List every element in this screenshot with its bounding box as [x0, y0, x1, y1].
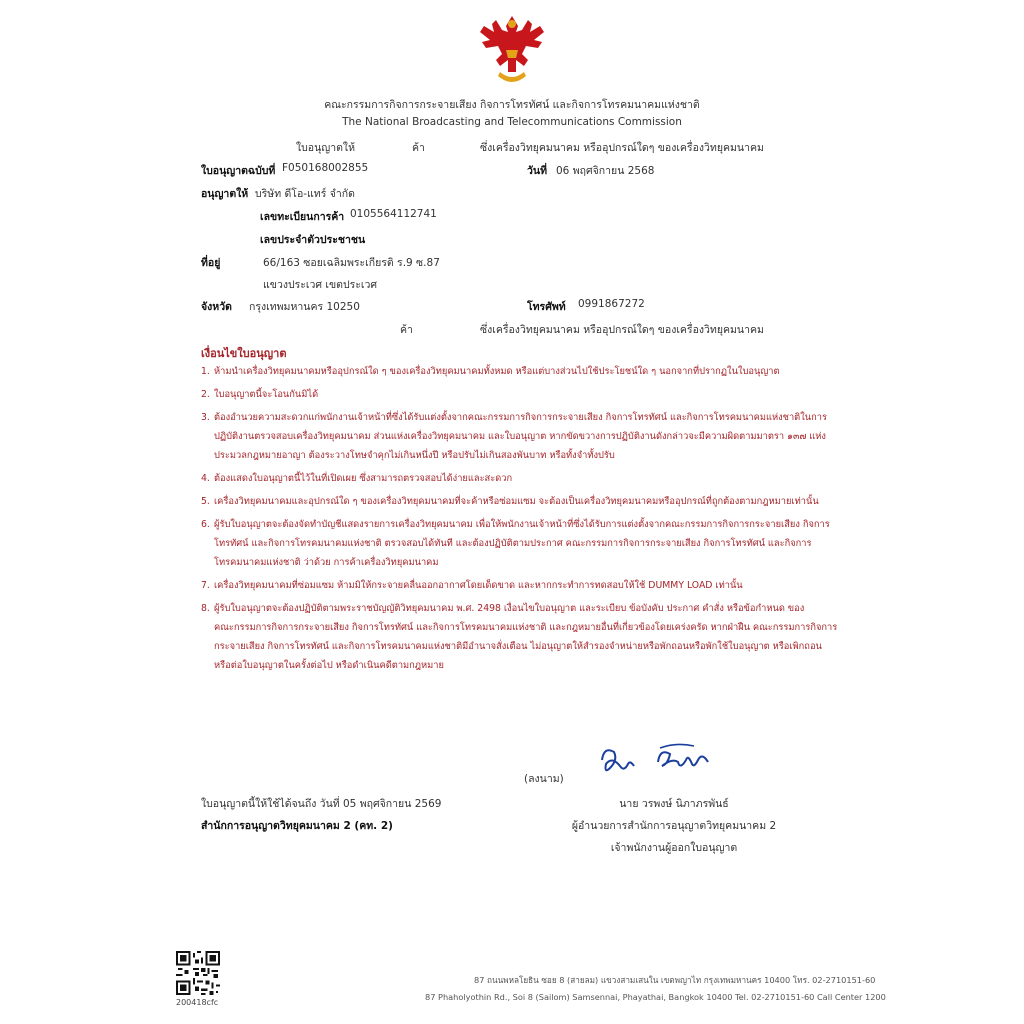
condition-text-line: หรือต่อใบอนุญาตในครั้งต่อไป หรือดำเนินคดีตามกฎหมาย	[214, 660, 444, 671]
condition-number: 4.	[201, 473, 210, 484]
condition-text-line: ผู้รับใบอนุญาตจะต้องจัดทำบัญชีแสดงรายการเครื่องวิทยุคมนาคม เพื่อให้พนักงานเจ้าหน้าที่ซึ่งได้รับการแต่งตั้งจากคณะกรรมการกิจการกระจายเสียง กิจการ	[214, 519, 830, 530]
issuing-office: สำนักการอนุญาตวิทยุคมนาคม 2 (คท. 2)	[201, 820, 393, 832]
condition-text-line: โทรคมนาคมแห่งชาติ ว่าด้วย การค้าเครื่องวิทยุคมนาคม	[214, 557, 439, 568]
phone-value: 0991867272	[578, 298, 645, 310]
province-value: กรุงเทพมหานคร 10250	[249, 301, 360, 313]
phone-label: โทรศัพท์	[527, 301, 566, 313]
condition-text-line: ต้องแสดงใบอนุญาตนี้ไว้ในที่เปิดเผย ซึ่งสามารถตรวจสอบได้ง่ายและสะดวก	[214, 473, 513, 484]
license-type-value: ค้า	[412, 142, 425, 154]
condition-text-line: ผู้รับใบอนุญาตจะต้องปฏิบัติตามพระราชบัญญัติวิทยุคมนาคม พ.ศ. 2498 เงื่อนไขใบอนุญาต และระเบียบ ข้อบังคับ ประกาศ คำสั่ง หรือข้อกำหนด ของ	[214, 603, 805, 614]
garuda-emblem-icon	[472, 10, 552, 90]
condition-text-line: ประมวลกฎหมายอาญา ต้องระวางโทษจำคุกไม่เกินหนึ่งปี หรือปรับไม่เกินสองพันบาท หรือทั้งจำทั้งปรับ	[214, 450, 615, 461]
condition-number: 8.	[201, 603, 210, 614]
qr-caption: 200418cfc	[176, 998, 219, 1007]
agency-name-en: The National Broadcasting and Telecommunications Commission	[342, 116, 682, 128]
condition-text-line: กระจายเสียง กิจการโทรทัศน์ และกิจการโทรคมนาคมแห่งชาติมีอำนาจสั่งเตือน ไม่อนุญาตให้สำรองจำหน่ายหรือพักถอนหรือพักใช้ใบอนุญาต หรือเพิกถอน	[214, 641, 822, 652]
sign-label: (ลงนาม)	[524, 773, 564, 785]
signer-name: นาย วรพงษ์ นิภาภรพันธ์	[619, 798, 729, 810]
signer-role: เจ้าพนักงานผู้ออกใบอนุญาต	[610, 842, 738, 854]
condition-text-line: เครื่องวิทยุคมนาคมและอุปกรณ์ใด ๆ ของเครื่องวิทยุคมนาคมที่จะค้าหรือซ่อมแซม จะต้องเป็นเครื่องวิทยุคมนาคมหรืออุปกรณ์ที่ถูกต้องตามกฎหมายเท่านั้น	[214, 496, 819, 507]
condition-item	[201, 599, 841, 675]
license-type-label: ใบอนุญาตให้	[296, 142, 355, 154]
condition-number: 5.	[201, 496, 210, 507]
license-type-desc: ซึ่งเครื่องวิทยุคมนาคม หรืออุปกรณ์ใดๆ ของเครื่องวิทยุคมนาคม	[480, 142, 764, 154]
issue-date-value: 06 พฤศจิกายน 2568	[556, 165, 655, 177]
condition-number: 2.	[201, 389, 210, 400]
footer-address-th: 87 ถนนพหลโยธิน ซอย 8 (สายลม) แขวงสามเสนใน เขตพญาไท กรุงเทพมหานคร 10400 โทร. 02-2710151-60	[474, 975, 876, 985]
condition-text-line: ห้ามนำเครื่องวิทยุคมนาคมหรืออุปกรณ์ใด ๆ ของเครื่องวิทยุคมนาคมทั้งหมด หรือแต่บางส่วนไปใช้ประโยชน์ใด ๆ นอกจากที่ปรากฏในใบอนุญาต	[214, 366, 780, 377]
condition-number: 3.	[201, 412, 210, 423]
activity-value: ค้า	[400, 324, 413, 336]
agency-name-th: คณะกรรมการกิจการกระจายเสียง กิจการโทรทัศน์ และกิจการโทรคมนาคมแห่งชาติ	[324, 99, 700, 111]
condition-text-line: โทรทัศน์ และกิจการโทรคมนาคมแห่งชาติ ตรวจสอบได้ทันที และต้องปฏิบัติตามประกาศ คณะกรรมการกิจการกระจายเสียง กิจการโทรทัศน์ และกิจการ	[214, 538, 812, 549]
condition-number: 1.	[201, 366, 210, 377]
signature-mark	[598, 740, 718, 782]
condition-item	[201, 576, 841, 595]
condition-text-line: ต้องอำนวยความสะดวกแก่พนักงานเจ้าหน้าที่ซึ่งได้รับแต่งตั้งจากคณะกรรมการกิจการกระจายเสียง กิจการโทรทัศน์ และกิจการโทรคมนาคมแห่งชาติในการ	[214, 412, 827, 423]
condition-item	[201, 385, 841, 404]
condition-item	[201, 469, 841, 488]
condition-text-line: คณะกรรมการกิจการกระจายเสียง กิจการโทรทัศน์ และกิจการโทรคมนาคมแห่งชาติ และกฎหมายอื่นที่เกี่ยวข้องโดยเคร่งครัด หากฝ่าฝืน คณะกรรมการกิจการ	[214, 622, 838, 633]
signer-title: ผู้อำนวยการสำนักการอนุญาตวิทยุคมนาคม 2	[571, 820, 777, 832]
condition-number: 6.	[201, 519, 210, 530]
license-number-label: ใบอนุญาตฉบับที่	[201, 165, 276, 177]
address-line-2: แขวงประเวศ เขตประเวศ	[263, 279, 378, 291]
conditions-title: เงื่อนไขใบอนุญาต	[201, 347, 287, 360]
address-label: ที่อยู่	[201, 257, 221, 269]
footer-address-en: 87 Phaholyothin Rd., Soi 8 (Sailom) Samsennai, Phayathai, Bangkok 10400 Tel. 02-2710151-60 Call Center 1200	[425, 992, 886, 1002]
condition-item	[201, 362, 841, 381]
condition-text-line: ปฏิบัติงานตรวจสอบเครื่องวิทยุคมนาคม ส่วนแห่งเครื่องวิทยุคมนาคม และใบอนุญาต หากขัดขวางการปฏิบัติงานดังกล่าวจะมีความผิดตามมาตรา ๑๓๗ แห่ง	[214, 431, 826, 442]
activity-desc: ซึ่งเครื่องวิทยุคมนาคม หรืออุปกรณ์ใดๆ ของเครื่องวิทยุคมนาคม	[480, 324, 764, 336]
grantee-label: อนุญาตให้	[201, 188, 249, 200]
condition-item	[201, 492, 841, 511]
trade-reg-label: เลขทะเบียนการค้า	[260, 211, 345, 223]
condition-text-line: ใบอนุญาตนี้จะโอนกันมิได้	[214, 389, 319, 400]
condition-item	[201, 515, 841, 572]
trade-reg-value: 0105564112741	[350, 208, 437, 220]
issue-date-label: วันที่	[527, 165, 547, 177]
address-line-1: 66/163 ซอยเฉลิมพระเกียรติ ร.9 ซ.87	[263, 257, 440, 269]
condition-text-line: เครื่องวิทยุคมนาคมที่ซ่อมแซม ห้ามมิให้กระจายคลื่นออกอากาศโดยเด็ดขาด และหากกระทำการทดสอบให้ใช้ DUMMY LOAD เท่านั้น	[214, 580, 743, 591]
condition-number: 7.	[201, 580, 210, 591]
citizen-id-label: เลขประจำตัวประชาชน	[260, 234, 366, 246]
province-label: จังหวัด	[201, 301, 232, 313]
qr-code-icon	[176, 951, 220, 995]
validity-text: ใบอนุญาตนี้ให้ใช้ได้จนถึง วันที่ 05 พฤศจิกายน 2569	[201, 798, 442, 810]
license-number-value: F050168002855	[282, 162, 369, 174]
grantee-value: บริษัท ดีโอ-แทร์ จำกัด	[255, 188, 355, 200]
condition-item	[201, 408, 841, 465]
